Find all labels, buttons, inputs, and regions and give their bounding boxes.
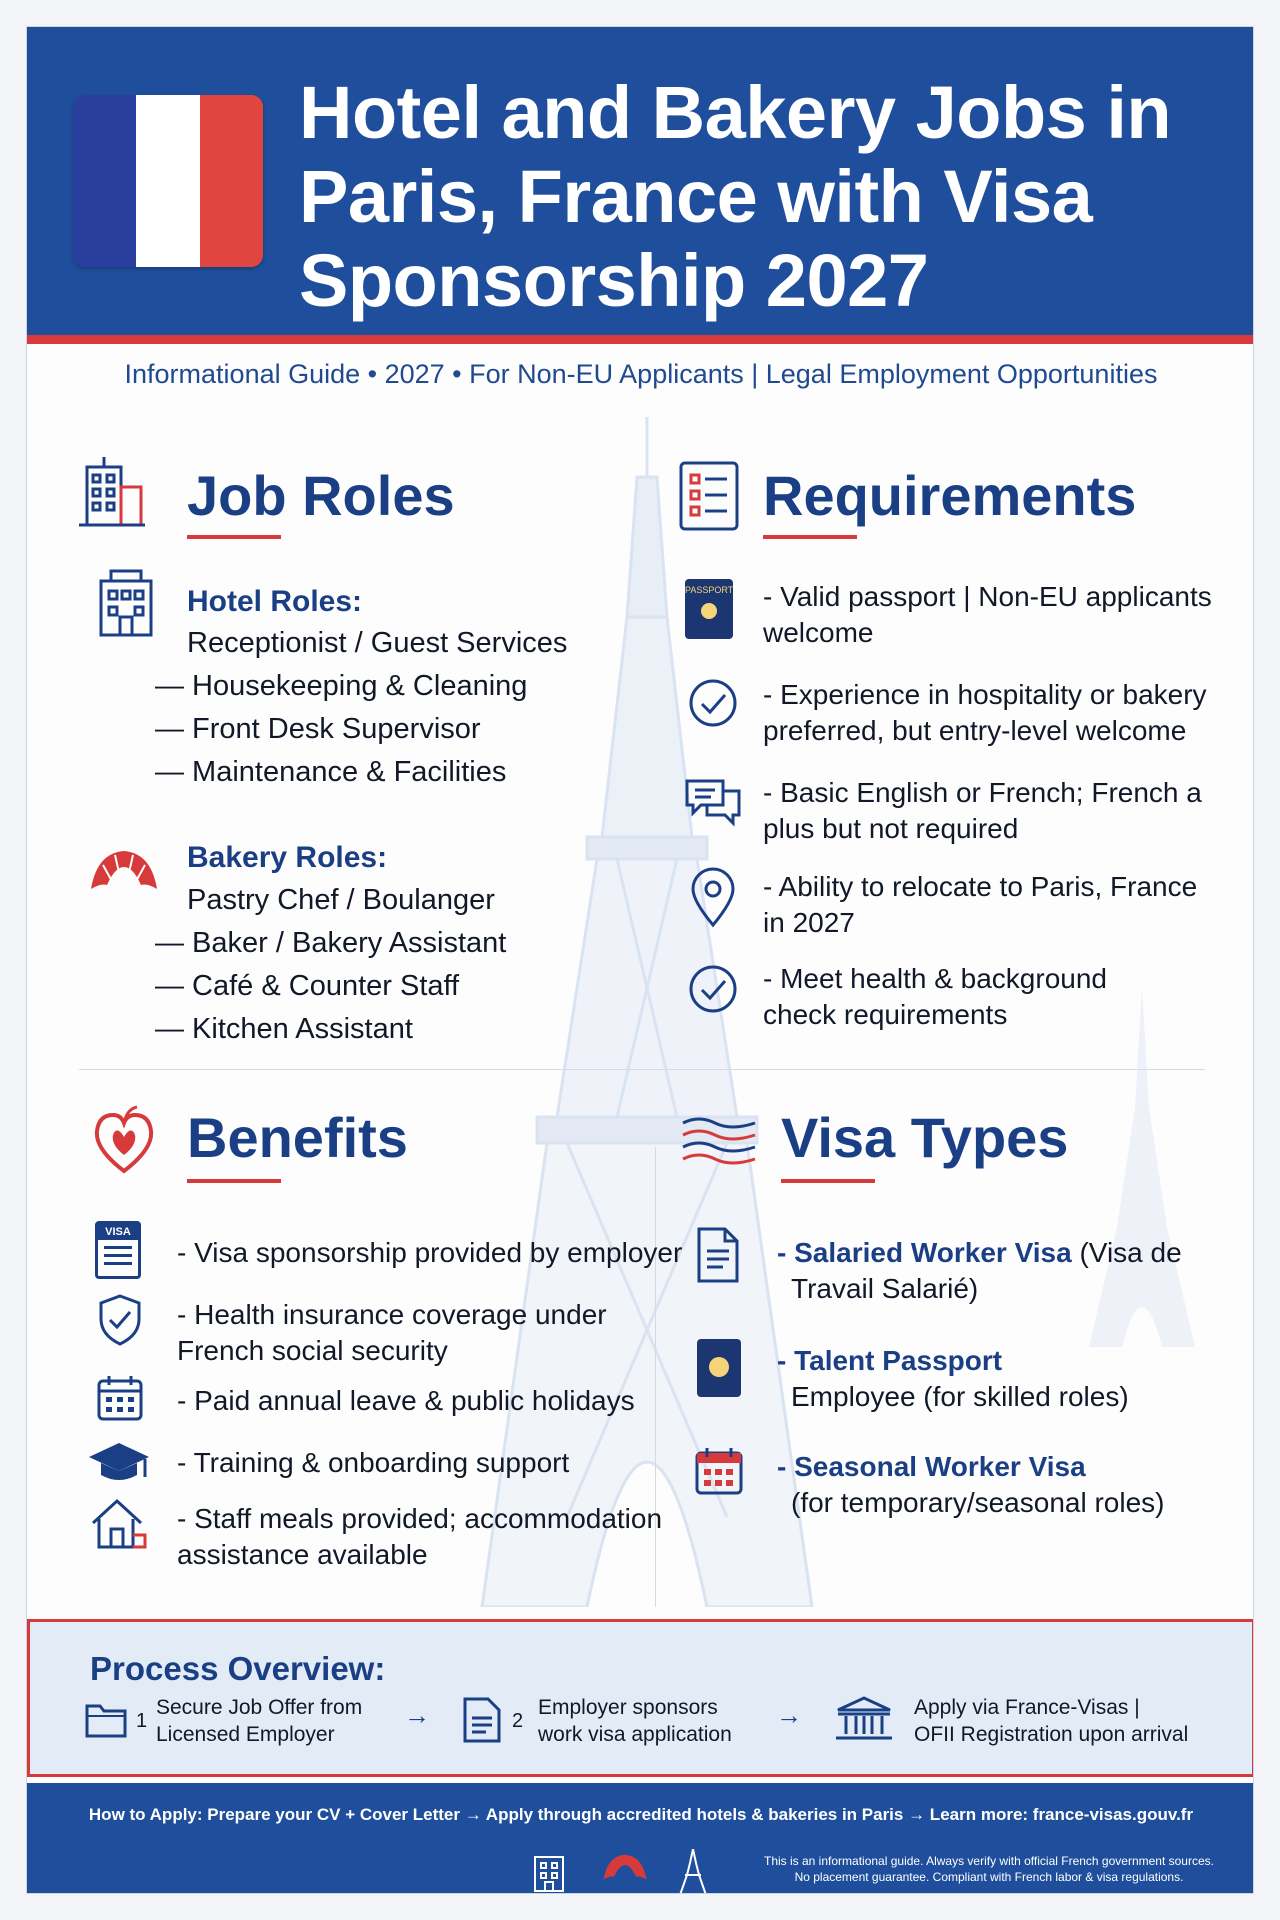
process-title: Process Overview: xyxy=(90,1650,386,1687)
requirement-item: - Valid passport | Non-EU applicants welcome xyxy=(763,581,1212,648)
requirements-underline xyxy=(763,535,857,539)
graduation-cap-icon xyxy=(87,1439,151,1485)
visa-type-item: - Talent Passport Employee (for skilled roles) xyxy=(777,1345,1129,1412)
job-roles-title: Job Roles xyxy=(187,464,455,527)
visa-types-title: Visa Types xyxy=(781,1106,1069,1169)
page-title: Hotel and Bakery Jobs in Paris, France with Visa Sponsorship 2027 xyxy=(299,71,1172,322)
calendar-icon xyxy=(95,1373,145,1423)
checklist-icon xyxy=(677,457,741,533)
croissant-icon xyxy=(601,1849,649,1889)
bakery-roles-label: Bakery Roles: xyxy=(187,841,388,874)
footer-banner xyxy=(27,1783,1254,1894)
disclaimer-text: This is an informational guide. Always verify with official French government sources. No placement guarantee. Compliant with French labor & visa regulations. xyxy=(764,1854,1214,1884)
benefit-item: - Visa sponsorship provided by employer xyxy=(177,1237,683,1268)
building-icon xyxy=(527,1849,571,1893)
arrow-right-icon: → xyxy=(404,1700,430,1730)
benefit-item: - Paid annual leave & public holidays xyxy=(177,1385,635,1416)
hotel-role-item: — Maintenance & Facilities xyxy=(155,756,507,788)
hotel-role-item: — Housekeeping & Cleaning xyxy=(155,670,528,702)
step-number: 2 xyxy=(512,1710,524,1732)
bakery-role-item: — Baker / Bakery Assistant xyxy=(155,927,507,959)
visa-type-item: - Seasonal Worker Visa (for temporary/seasonal roles) xyxy=(777,1451,1165,1518)
hotel-roles-label: Hotel Roles: xyxy=(187,585,363,618)
document-icon xyxy=(695,1225,741,1285)
visa-document-icon: VISA xyxy=(95,1221,141,1279)
process-overview-box xyxy=(27,1619,1254,1777)
hotel-role-item: — Front Desk Supervisor xyxy=(155,713,481,745)
how-to-apply-text: How to Apply: Prepare your CV + Cover Letter → Apply through accredited hotels & bakeries in Paris → Learn more: france-visas.gouv.fr xyxy=(88,1805,1194,1824)
step-number: 1 xyxy=(136,1710,148,1732)
bakery-role-item: — Kitchen Assistant xyxy=(155,1013,413,1045)
benefits-title: Benefits xyxy=(187,1106,408,1169)
visa-types-underline xyxy=(781,1179,875,1183)
shield-check-icon xyxy=(97,1293,143,1347)
check-circle-icon xyxy=(687,677,739,729)
heart-apple-icon xyxy=(91,1103,157,1175)
process-step: Apply via France-Visas | OFII Registration upon arrival xyxy=(914,1696,1189,1746)
check-circle-icon xyxy=(687,963,739,1015)
requirement-item: - Ability to relocate to Paris, France in 2027 xyxy=(763,871,1198,938)
arrow-right-icon: → xyxy=(776,1700,802,1730)
hotel-role-item: Receptionist / Guest Services xyxy=(187,627,568,659)
process-step: Employer sponsors work visa application xyxy=(538,1696,732,1746)
process-step: Secure Job Offer from Licensed Employer xyxy=(156,1696,363,1746)
requirements-title: Requirements xyxy=(763,464,1137,527)
building-icon xyxy=(73,453,149,529)
passport-icon: PASSPORT xyxy=(685,579,733,639)
bakery-role-item: Pastry Chef / Boulanger xyxy=(187,884,495,916)
requirement-item: - Basic English or French; French a plus but not required xyxy=(763,777,1202,844)
header-red-stripe xyxy=(27,335,1254,344)
eiffel-tower-icon xyxy=(679,1849,707,1894)
header-banner xyxy=(27,27,1254,335)
chat-icon xyxy=(683,775,743,827)
government-building-icon xyxy=(834,1694,894,1744)
hotel-icon xyxy=(89,565,163,639)
folder-icon xyxy=(84,1700,128,1740)
stamp-icon xyxy=(679,1109,759,1173)
document-icon xyxy=(462,1696,502,1744)
house-icon xyxy=(89,1495,149,1551)
croissant-icon xyxy=(87,845,161,901)
section-divider xyxy=(79,1069,1205,1070)
subtitle: Informational Guide • 2027 • For Non-EU Applicants | Legal Employment Opportunities xyxy=(124,359,1158,389)
requirement-item: - Meet health & background check requirements xyxy=(763,963,1107,1030)
benefit-item: - Staff meals provided; accommodation assistance available xyxy=(177,1503,663,1570)
passport-icon xyxy=(697,1339,741,1397)
benefits-underline xyxy=(187,1179,281,1183)
benefit-item: - Health insurance coverage under French social security xyxy=(177,1299,607,1366)
location-pin-icon xyxy=(689,867,737,929)
calendar-icon xyxy=(693,1445,745,1497)
benefit-item: - Training & onboarding support xyxy=(177,1447,570,1478)
visa-type-item: - Salaried Worker Visa (Visa de Travail Salarié) xyxy=(777,1237,1182,1304)
requirement-item: - Experience in hospitality or bakery preferred, but entry-level welcome xyxy=(763,679,1207,746)
infographic-page xyxy=(26,26,1254,1894)
bakery-role-item: — Café & Counter Staff xyxy=(155,970,460,1002)
job-roles-underline xyxy=(187,535,281,539)
france-flag-icon xyxy=(73,95,263,267)
